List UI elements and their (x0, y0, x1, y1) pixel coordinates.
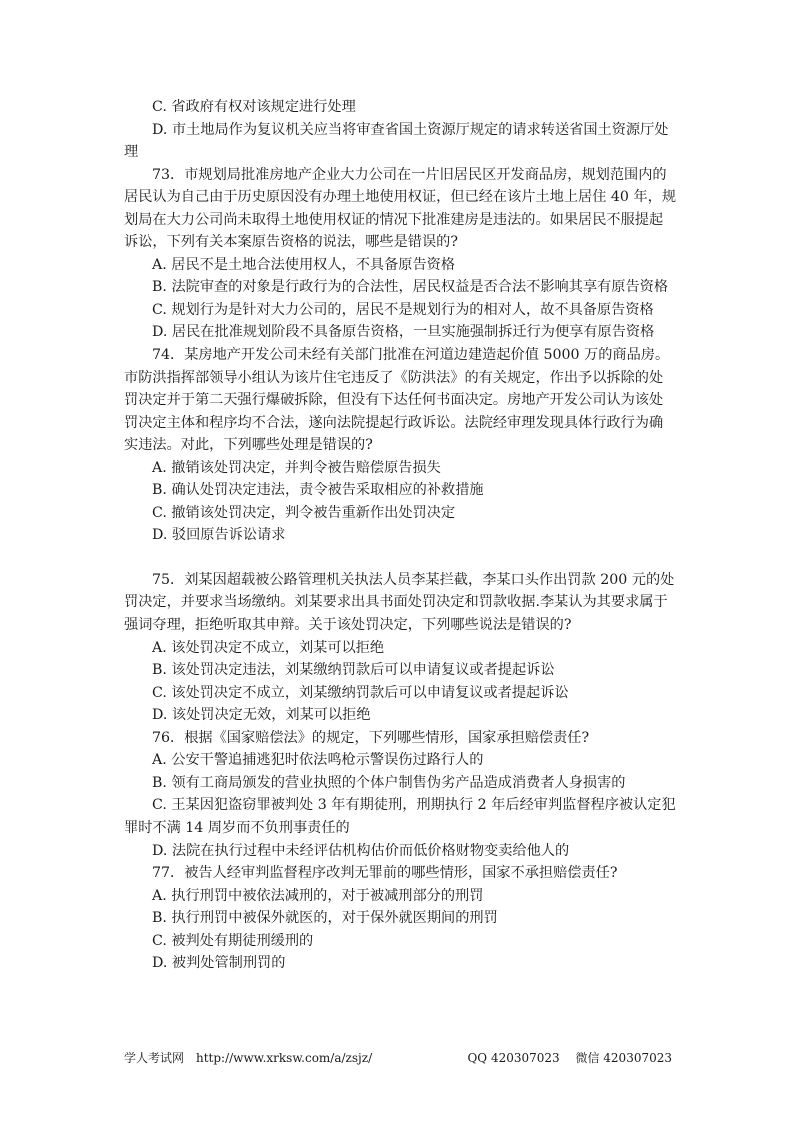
footer-site-link[interactable]: 学人考试网 http://www.xrksw.com/a/zsjz/ (124, 1051, 373, 1065)
paragraph: D. 被判处管制刑罚的 (152, 955, 286, 972)
paragraph: A. 该处罚决定不成立，刘某可以拒绝 (152, 639, 385, 656)
paragraph: C. 撤销该处罚决定，判令被告重新作出处罚决定 (152, 504, 456, 521)
paragraph: 76．根据《国家赔偿法》的规定，下列哪些情形，国家承担赔偿责任? (152, 729, 590, 746)
paragraph: B. 执行刑罚中被保外就医的，对于保外就医期间的刑罚 (152, 910, 498, 927)
paragraph: B. 该处罚决定违法，刘某缴纳罚款后可以申请复议或者提起诉讼 (152, 662, 555, 679)
paragraph: D. 该处罚决定无效，刘某可以拒绝 (152, 707, 371, 724)
paragraph: A. 公安干警追捕逃犯时依法鸣枪示警误伤过路行人的 (152, 752, 484, 769)
paragraph: B. 法院审查的对象是行政行为的合法性，居民权益是否合法不影响其享有原告资格 (152, 279, 669, 296)
paragraph: B. 领有工商局颁发的营业执照的个体户制售伪劣产品造成消费者人身损害的 (152, 774, 626, 791)
paragraph: D. 法院在执行过程中未经评估机构估价而低价格财物变卖给他人的 (152, 842, 570, 859)
paragraph: A. 居民不是土地合法使用权人，不具备原告资格 (152, 256, 456, 273)
paragraph: C. 该处罚决定不成立，刘某缴纳罚款后可以申请复议或者提起诉讼 (152, 684, 569, 701)
paragraph: A. 撤销该处罚决定，并判令被告赔偿原告损失 (152, 459, 441, 476)
paragraph: 77．被告人经审判监督程序改判无罪前的哪些情形，国家不承担赔偿责任? (152, 865, 618, 882)
footer-contact: QQ 420307023 微信 420307023 (467, 1051, 672, 1065)
blank-line (124, 547, 676, 569)
document-body (124, 96, 676, 975)
paragraph: D. 居民在批准规划阶段不具备原告资格，一旦实施强制拆迁行为便享有原告资格 (152, 324, 655, 341)
paragraph: C. 规划行为是针对大力公司的，居民不是规划行为的相对人，故不具备原告资格 (152, 301, 654, 318)
paragraph: C. 省政府有权对该规定进行处理 (152, 99, 356, 115)
paragraph: 75．刘某因超载被公路管理机关执法人员李某拦截，李某口头作出罚款 200 元的处罚决定，并要求当场缴纳。刘某要求出具书面处罚决定和罚款收据.李某认为其要求属于强词夺理，拒绝听取其申辩。关于该处罚决定，下列哪些说法是错误的? (124, 571, 675, 634)
paragraph: B. 确认处罚决定违法，责令被告采取相应的补救措施 (152, 482, 484, 499)
paragraph: C. 被判处有期徒刑缓刑的 (152, 932, 314, 949)
paragraph: 74．某房地产开发公司未经有关部门批准在河道边建造起价值 5000 万的商品房。市防洪指挥部领导小组认为该片住宅违反了《防洪法》的有关规定，作出予以拆除的处罚决定并于第二天强行爆破拆除，但没有下达任何书面决定。房地产开发公司认为该处罚决定主体和程序均不合法，遂向法院提起行政诉讼。法院经审理发现具体行政行为确实违法。对此，下列哪些处理是错误的? (124, 347, 670, 454)
paragraph: C. 王某因犯盗窃罪被判处 3 年有期徒刑，刑期执行 2 年后经审判监督程序被认定犯罪时不满 14 周岁而不负刑事责任的 (124, 797, 676, 836)
paragraph: A. 执行刑罚中被依法减刑的，对于被减刑部分的刑罚 (152, 887, 484, 904)
paragraph: D. 市土地局作为复议机关应当将审查省国土资源厅规定的请求转送省国土资源厅处理 (124, 121, 669, 161)
paragraph: 73．市规划局批准房地产企业大力公司在一片旧居民区开发商品房，规划范围内的居民认为自己由于历史原因没有办理土地使用权证，但已经在该片土地上居住 40 年，规划局在大力公司尚未取得土地使用权证的情况下批准建房是违法的。如果居民不服提起诉讼，下列有关本案原告资格的说法，哪些是错误的? (124, 166, 677, 251)
paragraph: D. 驳回原告诉讼请求 (152, 527, 286, 544)
